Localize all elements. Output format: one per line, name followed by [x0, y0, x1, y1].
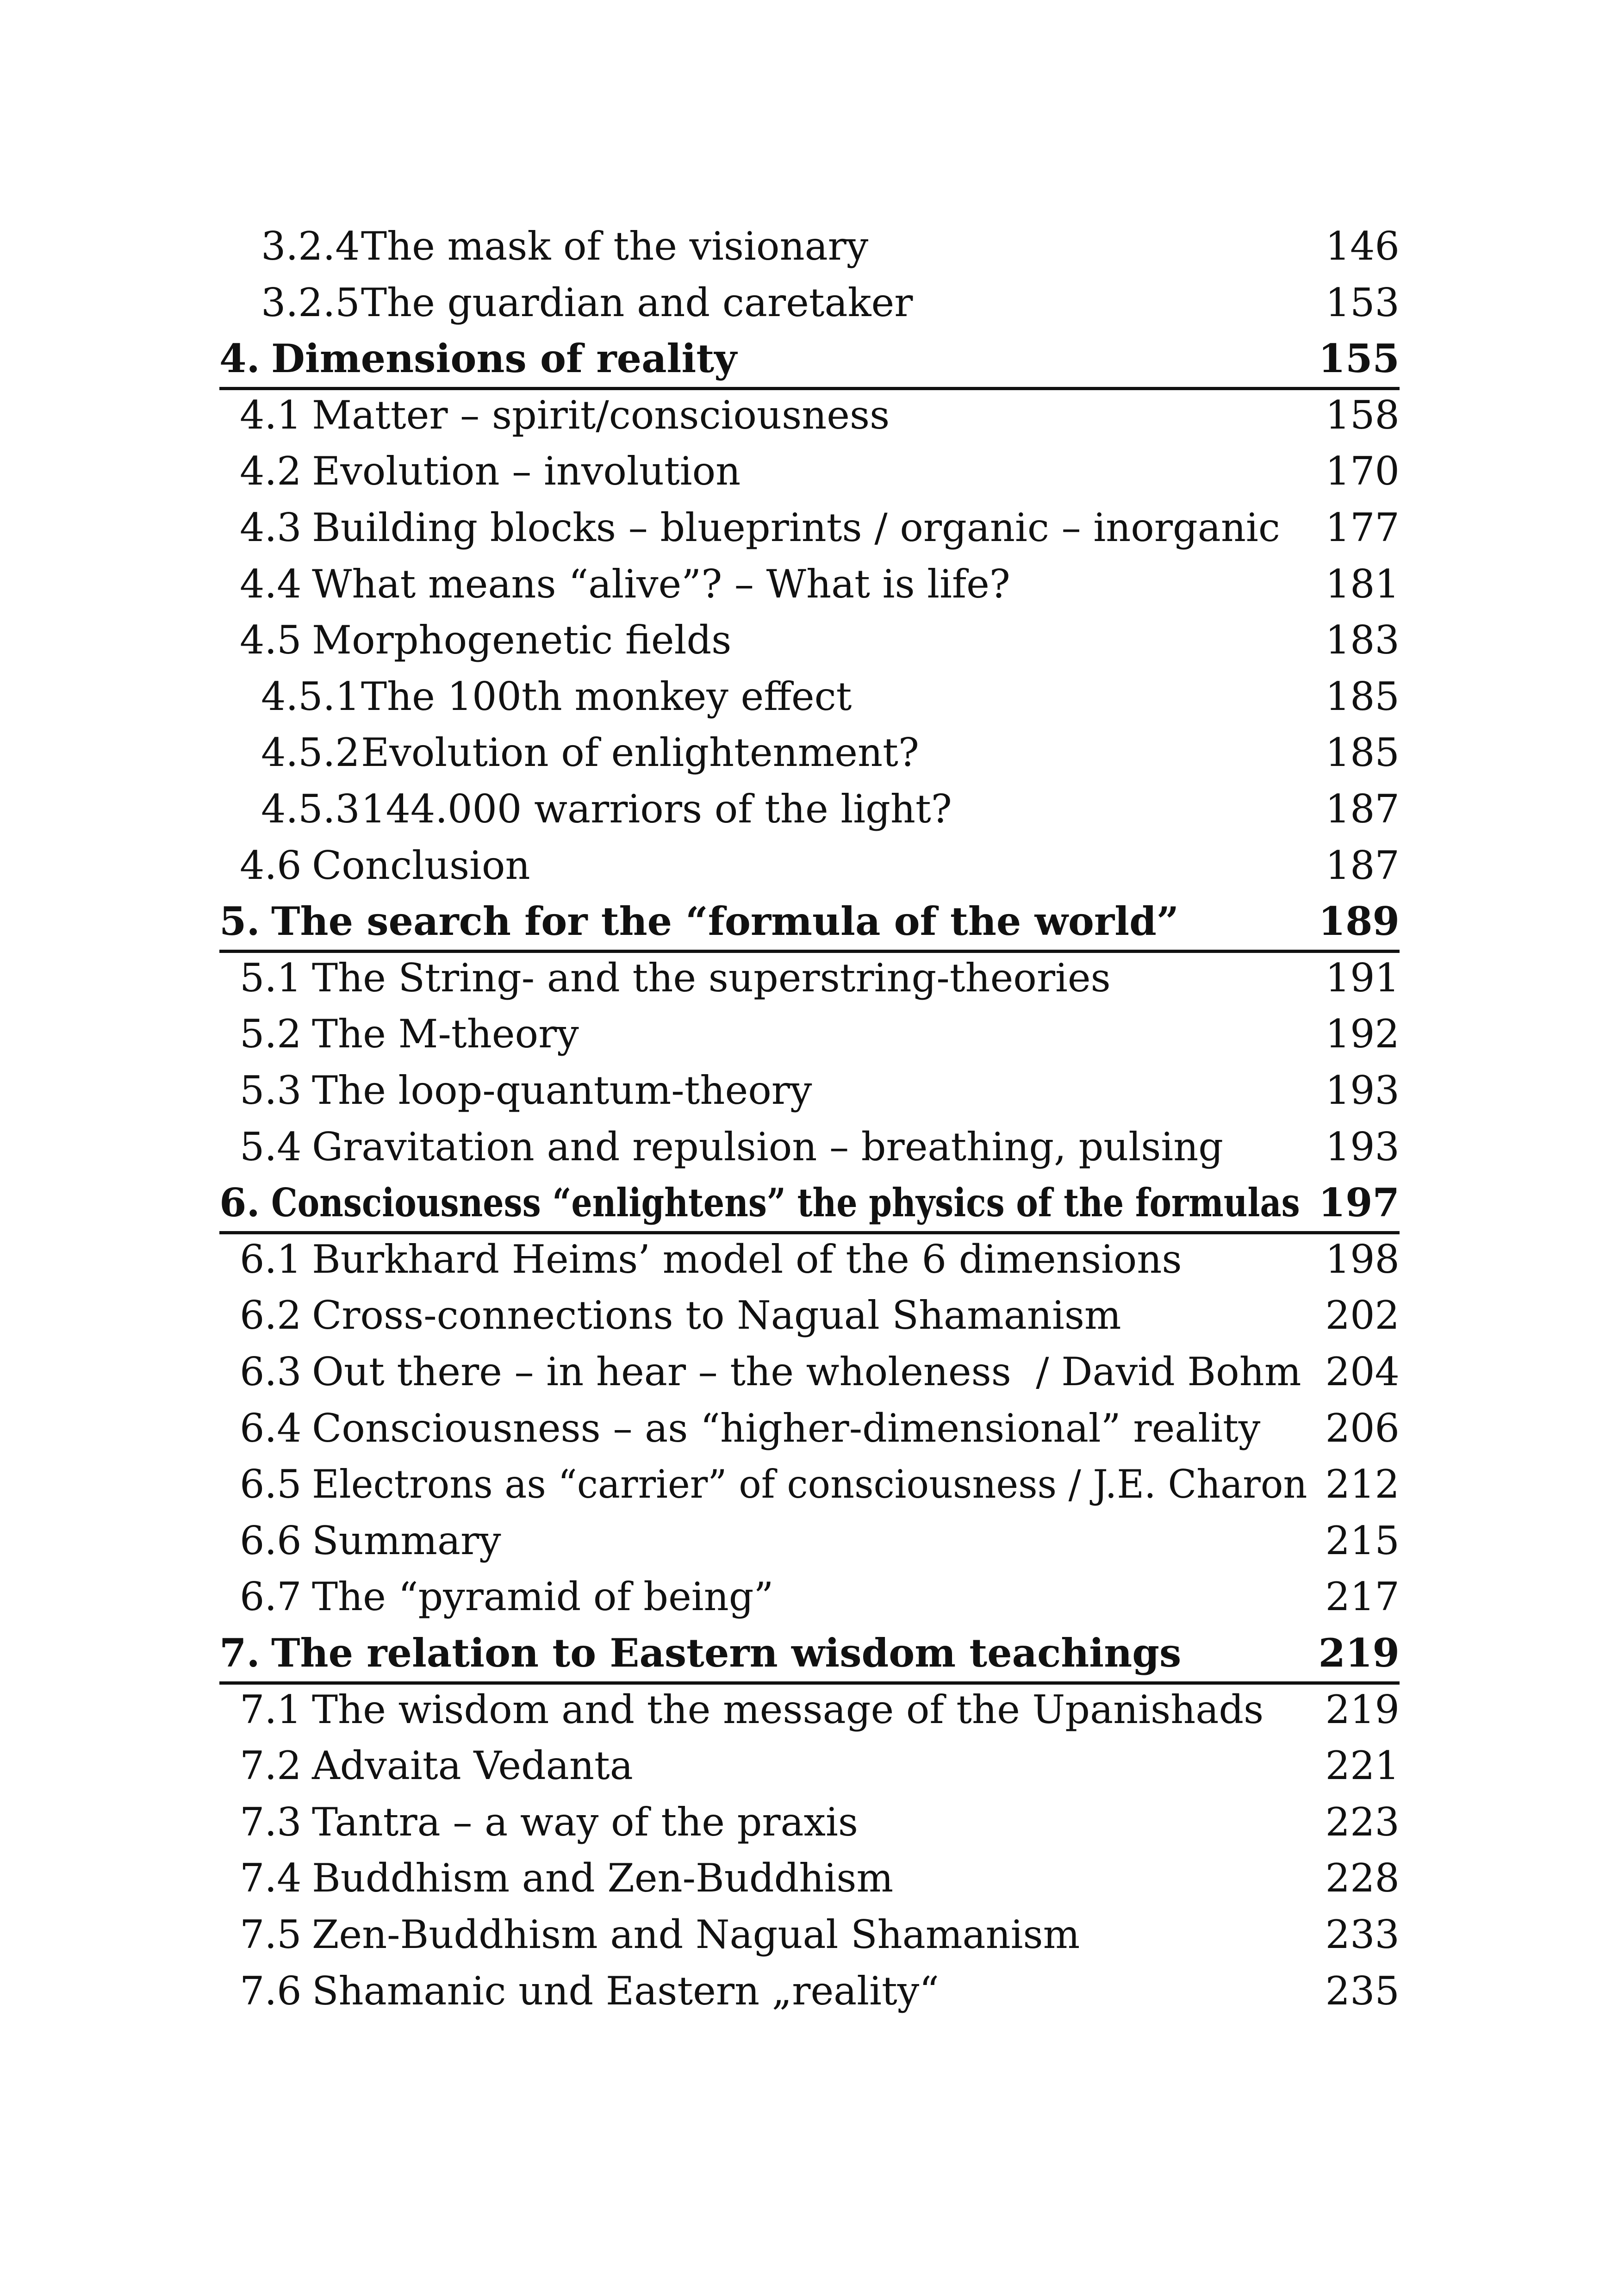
toc-entry-number: 4.2	[240, 448, 302, 494]
toc-entry-page-number: 187	[1325, 786, 1400, 832]
toc-chapter-heading	[219, 331, 1400, 386]
toc-entry	[219, 781, 1400, 837]
toc-entry-number: 4.	[219, 336, 260, 382]
toc-entry	[219, 1907, 1400, 1962]
toc-entry-number: 5.4	[240, 1124, 302, 1170]
toc-entry	[219, 838, 1400, 893]
toc-entry-title: Advaita Vedanta	[312, 1743, 633, 1789]
toc-entry-page-number: 192	[1325, 1011, 1400, 1057]
toc-entry-number: 6.4	[240, 1405, 302, 1451]
toc-entry-number: 4.3	[240, 505, 302, 550]
toc-chapter-heading	[219, 1175, 1400, 1231]
toc-entry-number: 4.5.3	[261, 786, 360, 832]
toc-entry	[219, 612, 1400, 668]
toc-entry	[219, 1738, 1400, 1793]
toc-entry-title: 144.000 warriors of the light?	[361, 786, 952, 832]
toc-entry	[219, 1682, 1400, 1737]
toc-entry-number: 7.6	[240, 1968, 302, 2014]
toc-entry-page-number: 185	[1325, 673, 1400, 719]
toc-entry-number: 7.3	[240, 1799, 302, 1845]
toc-entry-number: 3.2.5	[261, 280, 360, 325]
toc-entry-number: 7.1	[240, 1686, 302, 1732]
toc-entry-number: 6.2	[240, 1293, 302, 1338]
toc-entry-title: Dimensions of reality	[271, 336, 737, 382]
toc-entry	[219, 387, 1400, 443]
toc-entry	[219, 1232, 1400, 1287]
toc-entry-number: 6.7	[240, 1574, 302, 1620]
toc-entry	[219, 669, 1400, 724]
toc-entry-title: The wisdom and the message of the Upanishads	[312, 1686, 1264, 1732]
toc-entry-title: Shamanic und Eastern „reality“	[312, 1968, 940, 2014]
toc-entry-number: 4.5.2	[261, 730, 360, 776]
toc-entry	[219, 1513, 1400, 1568]
toc-entry	[219, 1963, 1400, 2019]
toc-entry-page-number: 153	[1325, 280, 1400, 325]
toc-entry-title: Morphogenetic fields	[312, 617, 732, 663]
toc-entry-page-number: 221	[1325, 1743, 1400, 1789]
toc-entry-title: Evolution of enlightenment?	[361, 730, 919, 776]
toc-entry-number: 6.1	[240, 1236, 302, 1282]
toc-entry	[219, 1794, 1400, 1850]
toc-entry-page-number: 189	[1318, 898, 1400, 945]
toc-entry-number: 7.	[219, 1630, 260, 1676]
toc-entry-page-number: 155	[1318, 336, 1400, 382]
toc-entry-title: Out there – in hear – the wholeness / David Bohm	[312, 1349, 1301, 1394]
toc-entry-title: The M-theory	[312, 1011, 579, 1057]
toc-entry-title: The “pyramid of being”	[312, 1574, 774, 1620]
toc-entry	[219, 1344, 1400, 1400]
toc-entry-title: The guardian and caretaker	[361, 280, 913, 325]
toc-entry-title: The 100th monkey effect	[361, 673, 852, 719]
toc-entry-number: 7.5	[240, 1912, 302, 1957]
toc-entry-page-number: 215	[1325, 1518, 1400, 1563]
toc-entry-title: Cross-connections to Nagual Shamanism	[312, 1293, 1121, 1338]
toc-entry-page-number: 212	[1325, 1462, 1400, 1507]
toc-entry-page-number: 170	[1325, 448, 1400, 494]
toc-entry	[219, 556, 1400, 612]
toc-entry-title: Matter – spirit/consciousness	[312, 392, 890, 438]
toc-entry-title: Electrons as “carrier” of consciousness / J.E. Charon	[312, 1462, 1307, 1507]
toc-entry-page-number: 193	[1325, 1068, 1400, 1113]
toc-chapter-heading	[219, 1625, 1400, 1681]
toc-entry-page-number: 219	[1318, 1630, 1400, 1676]
toc-entry-title: Zen-Buddhism and Nagual Shamanism	[312, 1912, 1080, 1957]
toc-entry-title: Evolution – involution	[312, 448, 741, 494]
toc-entry-number: 6.5	[240, 1462, 302, 1507]
toc-entry	[219, 1850, 1400, 1906]
toc-entry-title: Conclusion	[312, 842, 530, 888]
toc-entry	[219, 1288, 1400, 1343]
toc-entry	[219, 1456, 1400, 1512]
toc-entry-page-number: 177	[1325, 505, 1400, 550]
toc-entry	[219, 218, 1400, 274]
toc-entry-number: 7.2	[240, 1743, 302, 1789]
toc-entry-page-number: 185	[1325, 730, 1400, 776]
toc-entry-page-number: 191	[1325, 955, 1400, 1001]
toc-entry	[219, 1006, 1400, 1062]
toc-entry-title: The relation to Eastern wisdom teachings	[271, 1630, 1182, 1676]
toc-entry-title: Tantra – a way of the praxis	[312, 1799, 858, 1845]
toc-entry-page-number: 146	[1325, 224, 1400, 269]
toc-entry-title: Burkhard Heims’ model of the 6 dimensions	[312, 1236, 1182, 1282]
toc-entry-number: 4.4	[240, 561, 302, 607]
toc-entry-page-number: 193	[1325, 1124, 1400, 1170]
toc-entry-number: 4.5.1	[261, 673, 360, 719]
toc-entry-page-number: 197	[1318, 1180, 1400, 1226]
toc-entry	[219, 443, 1400, 499]
toc-entry-page-number: 235	[1325, 1968, 1400, 2014]
toc-entry	[219, 275, 1400, 330]
toc-entry-number: 6.6	[240, 1518, 302, 1563]
toc-entry-page-number: 183	[1325, 617, 1400, 663]
toc-entry-title: The mask of the visionary	[361, 224, 869, 269]
toc-entry-title: Building blocks – blueprints / organic – inorganic	[312, 505, 1280, 550]
toc-entry-page-number: 198	[1325, 1236, 1400, 1282]
toc-entry-page-number: 228	[1325, 1855, 1400, 1901]
toc-entry-page-number: 204	[1325, 1349, 1400, 1394]
toc-entry-number: 6.3	[240, 1349, 302, 1394]
toc-entry	[219, 1569, 1400, 1624]
toc-entry-title: The search for the “formula of the world”	[271, 898, 1179, 945]
toc-entry-number: 3.2.4	[261, 224, 360, 269]
toc-entry-number: 5.	[219, 898, 260, 945]
toc-entry-number: 4.5	[240, 617, 302, 663]
toc-chapter-heading	[219, 894, 1400, 949]
toc-entry-page-number: 233	[1325, 1912, 1400, 1957]
toc-entry-title: What means “alive”? – What is life?	[312, 561, 1010, 607]
toc-entry-number: 5.3	[240, 1068, 302, 1113]
toc-entry-number: 5.2	[240, 1011, 302, 1057]
toc-entry-page-number: 217	[1325, 1574, 1400, 1620]
toc-entry	[219, 1063, 1400, 1118]
toc-entry-title: Consciousness “enlightens” the physics of the formulas	[271, 1180, 1300, 1226]
toc-entry-page-number: 206	[1325, 1405, 1400, 1451]
toc-entry-number: 4.6	[240, 842, 302, 888]
toc-entry-page-number: 202	[1325, 1293, 1400, 1338]
toc-entry-page-number: 223	[1325, 1799, 1400, 1845]
toc-entry-page-number: 219	[1325, 1686, 1400, 1732]
toc-entry	[219, 725, 1400, 780]
toc-entry	[219, 1400, 1400, 1456]
toc-entry	[219, 500, 1400, 555]
toc-entry-title: Summary	[312, 1518, 501, 1563]
toc-entry-number: 7.4	[240, 1855, 302, 1901]
toc-entry-number: 5.1	[240, 955, 302, 1001]
toc-entry-title: Gravitation and repulsion – breathing, pulsing	[312, 1124, 1224, 1170]
toc-entry-page-number: 181	[1325, 561, 1400, 607]
toc-entry-number: 6.	[219, 1180, 260, 1226]
toc-entry-title: Buddhism and Zen-Buddhism	[312, 1855, 894, 1901]
toc-entry-page-number: 187	[1325, 842, 1400, 888]
toc-entry	[219, 1119, 1400, 1175]
toc-entry-number: 4.1	[240, 392, 302, 438]
toc-entry-page-number: 158	[1325, 392, 1400, 438]
toc-entry	[219, 950, 1400, 1006]
toc-entry-title: Consciousness – as “higher-dimensional” reality	[312, 1405, 1261, 1451]
toc-entry-title: The loop-quantum-theory	[312, 1068, 812, 1113]
toc-entry-title: The String- and the superstring-theories	[312, 955, 1111, 1001]
